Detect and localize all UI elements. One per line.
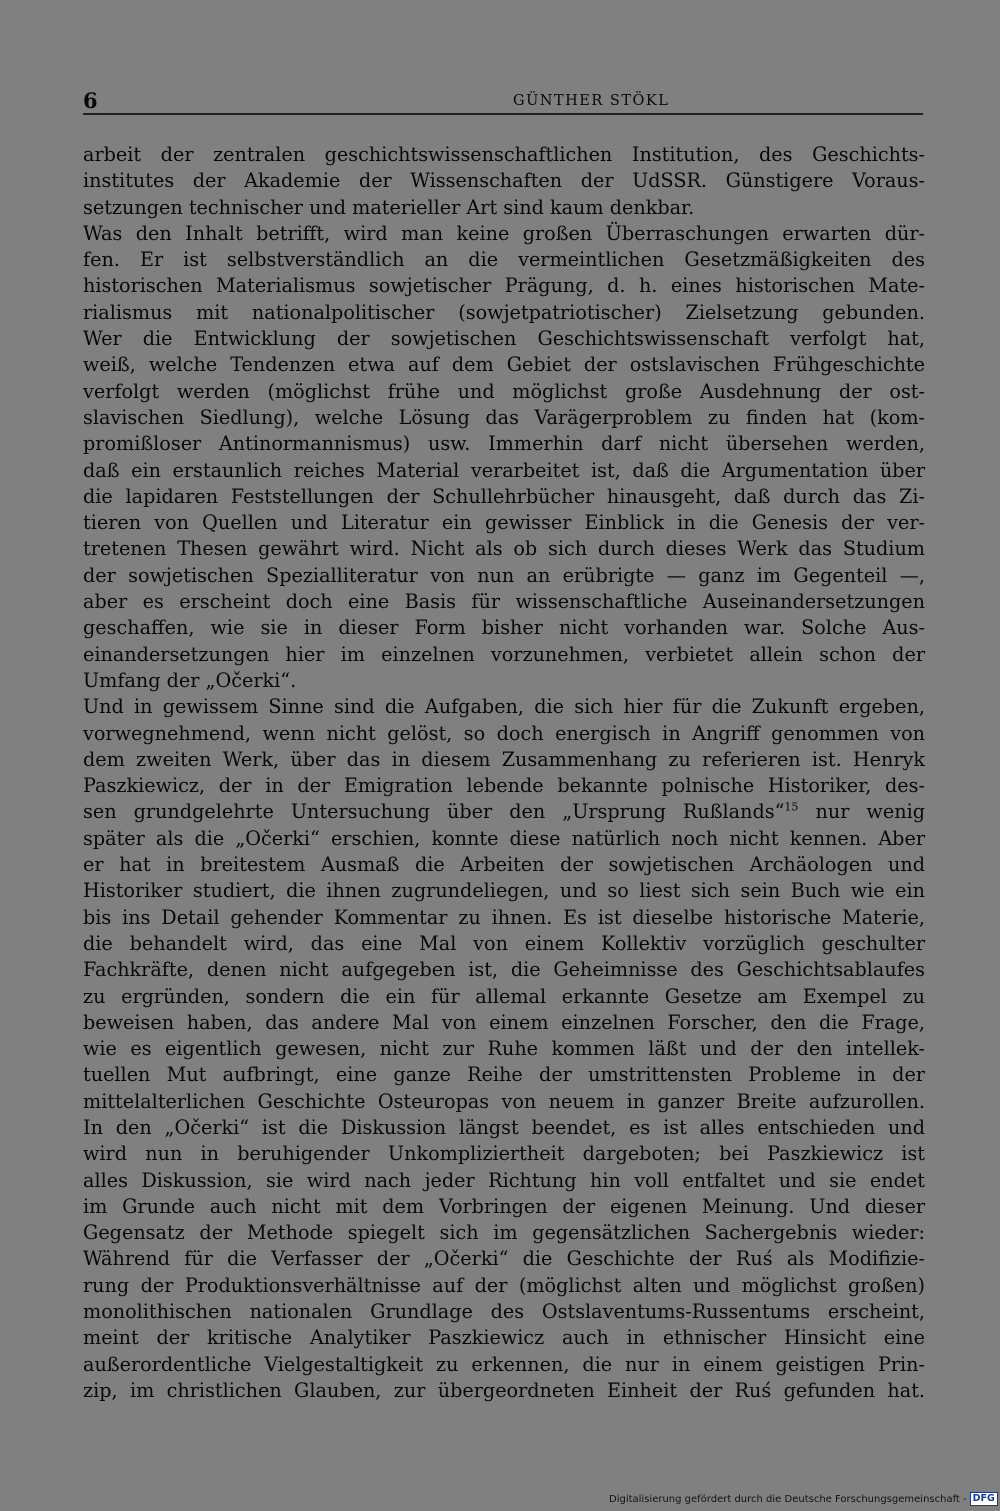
- text-line: historischen Materialismus sowjetischer Prägung, d. h. eines historischen Mate-: [83, 274, 925, 298]
- text-line: der sowjetischen Spezialliteratur von nun an erübrigte — ganz im Gegenteil —,: [83, 563, 925, 587]
- text-line: die lapidaren Feststellungen der Schullehrbücher hinausgeht, daß durch das Zi-: [83, 484, 925, 508]
- text-line: dem zweiten Werk, über das in diesem Zusammenhang zu referieren ist. Henryk: [83, 747, 925, 771]
- text-line: beweisen haben, das andere Mal von einem einzelnen Forscher, den die Frage,: [83, 1010, 925, 1034]
- text-line: Gegensatz der Methode spiegelt sich im gegensätzlichen Sachergebnis wieder:: [83, 1221, 925, 1245]
- text-line: In den „Očerki“ ist die Diskussion längst beendet, es ist alles entschieden und: [83, 1115, 925, 1139]
- text-line: vorwegnehmend, wenn nicht gelöst, so doch energisch in Angriff genommen von: [83, 721, 925, 745]
- text-line: im Grunde auch nicht mit dem Vorbringen der eigenen Meinung. Und dieser: [83, 1194, 925, 1218]
- footnote-marker: 15: [784, 801, 799, 815]
- text-line: mittelalterlichen Geschichte Osteuropas von neuem in ganzer Breite aufzurollen.: [83, 1089, 925, 1113]
- text-line: Und in gewissem Sinne sind die Aufgaben, die sich hier für die Zukunft ergeben,: [83, 695, 925, 719]
- dfg-logo: DFG: [970, 1492, 998, 1506]
- body-text: [83, 142, 925, 1404]
- text-line: wie es eigentlich gewesen, nicht zur Ruhe kommen läßt und der den intellek-: [83, 1037, 925, 1061]
- text-line: meint der kritische Analytiker Paszkiewicz auch in ethnischer Hinsicht eine: [83, 1326, 925, 1350]
- text-line: er hat in breitestem Ausmaß die Arbeiten der sowjetischen Archäologen und: [83, 853, 925, 877]
- page-number: 6: [83, 88, 98, 113]
- text-line: die behandelt wird, das eine Mal von einem Kollektiv vorzüglich geschulter: [83, 931, 925, 955]
- text-line: Was den Inhalt betrifft, wird man keine großen Überraschungen erwarten dür-: [83, 221, 925, 245]
- text-line: setzungen technischer und materieller Art sind kaum denkbar.: [83, 195, 695, 219]
- text-line: Fachkräfte, denen nicht aufgegeben ist, die Geheimnisse des Geschichtsablaufes: [83, 958, 925, 982]
- text-line: tieren von Quellen und Literatur ein gewisser Einblick in die Genesis der ver-: [83, 511, 925, 535]
- text-line: monolithischen nationalen Grundlage des Ostslaventums-Russentums erscheint,: [83, 1300, 925, 1324]
- text-line: slavischen Siedlung), welche Lösung das Varägerproblem zu finden hat (kom-: [83, 405, 925, 429]
- text-line: zip, im christlichen Glauben, zur übergeordneten Einheit der Ruś gefunden hat.: [83, 1378, 925, 1402]
- text-line: tuellen Mut aufbringt, eine ganze Reihe der umstrittensten Probleme in der: [83, 1063, 925, 1087]
- footer: [609, 1492, 998, 1507]
- text-line: aber es erscheint doch eine Basis für wissenschaftliche Auseinandersetzungen: [83, 590, 925, 614]
- text-line: Historiker studiert, die ihnen zugrundeliegen, und so liest sich sein Buch wie ein: [83, 879, 925, 903]
- footer-text: Digitalisierung gefördert durch die Deutsche Forschungsgemeinschaft -: [609, 1494, 967, 1505]
- text-line: tretenen Thesen gewährt wird. Nicht als ob sich durch dieses Werk das Studium: [83, 537, 925, 561]
- text-line: fen. Er ist selbstverständlich an die vermeintlichen Gesetzmäßigkeiten des: [83, 248, 925, 272]
- text-line: rialismus mit nationalpolitischer (sowjetpatriotischer) Zielsetzung gebunden.: [83, 300, 925, 324]
- text-line: Umfang der „Očerki“.: [83, 668, 297, 692]
- text-line: einandersetzungen hier im einzelnen vorzunehmen, verbietet allein schon der: [83, 642, 925, 666]
- text-line: Wer die Entwicklung der sowjetischen Geschichtswissenschaft verfolgt hat,: [83, 327, 925, 351]
- text-line: später als die „Očerki“ erschien, konnte diese natürlich noch nicht kennen. Aber: [83, 826, 925, 850]
- text-line: institutes der Akademie der Wissenschaften der UdSSR. Günstigere Voraus-: [83, 169, 925, 193]
- text-line: wird nun in beruhigender Unkompliziertheit dargeboten; bei Paszkiewicz ist: [83, 1142, 925, 1166]
- text-line: alles Diskussion, sie wird nach jeder Richtung hin voll entfaltet und sie endet: [83, 1168, 925, 1192]
- text-line: Während für die Verfasser der „Očerki“ die Geschichte der Ruś als Modifizie-: [83, 1247, 925, 1271]
- text-line: bis ins Detail gehender Kommentar zu ihnen. Es ist dieselbe historische Materie,: [83, 905, 925, 929]
- text-line: daß ein erstaunlich reiches Material verarbeitet ist, daß die Argumentation über: [83, 458, 925, 482]
- text-line: rung der Produktionsverhältnisse auf der (möglichst alten und möglichst großen): [83, 1273, 925, 1297]
- text-line: promißloser Antinormannismus) usw. Immerhin darf nicht übersehen werden,: [83, 432, 925, 456]
- text-line: zu ergründen, sondern die ein für allemal erkannte Gesetze am Exempel zu: [83, 984, 925, 1008]
- text-line: arbeit der zentralen geschichtswissenschaftlichen Institution, des Geschichts-: [83, 143, 925, 166]
- header-rule: [83, 113, 923, 115]
- text-line: geschaffen, wie sie in dieser Form bisher nicht vorhanden war. Solche Aus-: [83, 616, 925, 640]
- text-line: außerordentliche Vielgestaltigkeit zu erkennen, die nur in einem geistigen Prin-: [83, 1352, 925, 1376]
- text-line: sen grundgelehrte Untersuchung über den „Ursprung Rußlands“$^{15}$ nur wenig: [83, 800, 925, 824]
- text-line: Paszkiewicz, der in der Emigration lebende bekannte polnische Historiker, des-: [83, 774, 925, 798]
- running-head: GÜNTHER STÖKL: [513, 93, 670, 109]
- text-line: weiß, welche Tendenzen etwa auf dem Gebiet der ostslavischen Frühgeschichte: [83, 353, 925, 377]
- page-header: [83, 88, 923, 114]
- text-line: verfolgt werden (möglichst frühe und möglichst große Ausdehnung der ost-: [83, 379, 925, 403]
